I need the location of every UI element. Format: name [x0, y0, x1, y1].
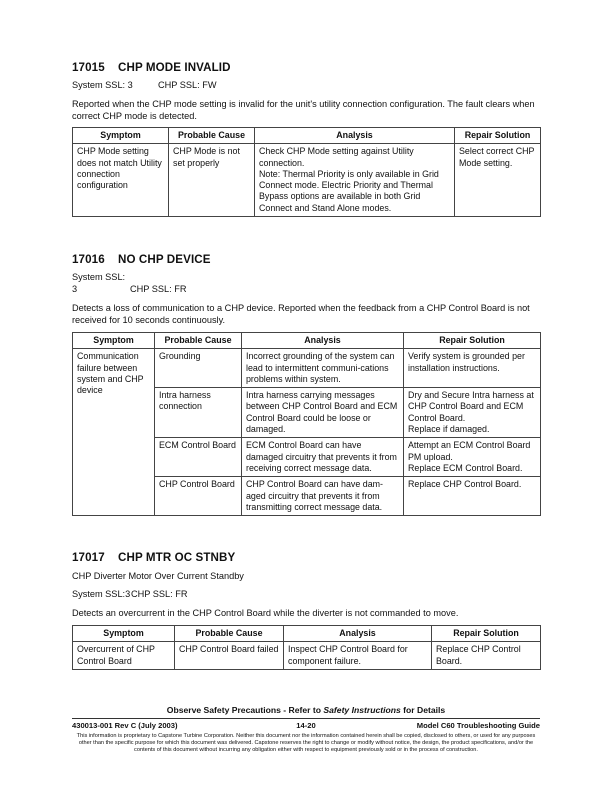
cell-probable-cause: Intra harness connection: [155, 388, 242, 438]
cell-probable-cause: CHP Control Board failed: [175, 642, 284, 670]
header-repair-solution: Repair Solution: [455, 128, 541, 144]
fault-table: [72, 625, 541, 670]
fault-subtitle: CHP Diverter Motor Over Current Standby: [72, 571, 244, 581]
table-row: [73, 642, 541, 670]
safety-suffix: for Details: [400, 705, 446, 715]
header-analysis: Analysis: [284, 626, 432, 642]
cell-repair-solution: Select correct CHP Mode setting.: [455, 144, 541, 217]
chp-ssl: CHP SSL: FR: [131, 589, 188, 599]
fault-name: CHP MODE INVALID: [118, 61, 231, 74]
cell-repair-solution: Dry and Secure Intra harness at CHP Control Board and ECM Control Board. Replace if damaged.: [404, 388, 541, 438]
fault-table: [72, 127, 541, 217]
header-symptom: Symptom: [73, 128, 169, 144]
ssl-line: [72, 588, 540, 600]
cell-repair-solution: Verify system is grounded per installation instructions.: [404, 349, 541, 388]
header-analysis: Analysis: [242, 333, 404, 349]
cell-analysis: Check CHP Mode setting against Utility connection. Note: Thermal Priority is only available in Grid Connect mode. Electric Priority and Thermal Bypass options are available in both Grid Connect and Stand Alone modes.: [255, 144, 455, 217]
table-row: [73, 144, 541, 217]
table-row: [73, 349, 541, 388]
ssl-line: [72, 79, 540, 91]
cell-repair-solution: Replace CHP Control Board.: [432, 642, 541, 670]
fault-code: 17016: [72, 253, 105, 266]
section-title: [72, 61, 540, 74]
footer-divider: [72, 718, 540, 719]
section-17015: [72, 61, 540, 217]
section-17016: [72, 253, 540, 516]
safety-prefix: Observe Safety Precautions - Refer to: [166, 705, 324, 715]
cell-symptom: CHP Mode setting does not match Utility connection configuration: [73, 144, 169, 217]
cell-repair-solution: Attempt an ECM Control Board PM upload. Replace ECM Control Board.: [404, 438, 541, 477]
cell-probable-cause: CHP Mode is not set properly: [169, 144, 255, 217]
doc-number: 430013-001 Rev C (July 2003): [72, 721, 178, 730]
header-probable-cause: Probable Cause: [155, 333, 242, 349]
cell-probable-cause: ECM Control Board: [155, 438, 242, 477]
section-title: [72, 253, 540, 266]
chp-ssl: CHP SSL: FR: [130, 284, 187, 294]
header-probable-cause: Probable Cause: [175, 626, 284, 642]
fault-name: CHP MTR OC STNBY: [118, 551, 236, 564]
table-header-row: [73, 128, 541, 144]
section-title: [72, 551, 540, 564]
cell-symptom: Overcurrent of CHP Control Board: [73, 642, 175, 670]
table-header-row: [73, 626, 541, 642]
cell-analysis: Intra harness carrying messages between CHP Control Board and ECM Control Board could be loose or damaged.: [242, 388, 404, 438]
cell-symptom: Communication failure between system and CHP device: [73, 349, 155, 516]
cell-analysis: Inspect CHP Control Board for component failure.: [284, 642, 432, 670]
system-ssl: System SSL:3: [72, 589, 131, 599]
header-repair-solution: Repair Solution: [404, 333, 541, 349]
system-ssl: System SSL: 3: [72, 272, 126, 294]
fault-description: Detects a loss of communication to a CHP device. Reported when the feedback from a CHP Control Board is not received for 10 seconds continuously.: [72, 303, 530, 325]
legal-notice: This information is proprietary to Capstone Turbine Corporation. Neither this document nor the information contained herein shall be copied, disclosed to others, or used for any purposes other than the specific purpose for which this document was delivered. Capstone reserves the right to change or modify without notice, the design, the product specifications, and/or the contents of this document without incurring any obligation either with respect to equipment previously sold or in the process of construction.: [76, 733, 536, 754]
system-ssl: System SSL: 3: [72, 80, 133, 90]
cell-analysis: Incorrect grounding of the system can lead to intermittent communi-cations problems within system.: [242, 349, 404, 388]
page-number: 14-20: [296, 721, 316, 730]
header-symptom: Symptom: [73, 626, 175, 642]
chp-ssl: CHP SSL: FW: [158, 80, 217, 90]
header-repair-solution: Repair Solution: [432, 626, 541, 642]
header-symptom: Symptom: [73, 333, 155, 349]
fault-name: NO CHP DEVICE: [118, 253, 211, 266]
fault-code: 17017: [72, 551, 105, 564]
ssl-line: [72, 271, 540, 295]
header-probable-cause: Probable Cause: [169, 128, 255, 144]
cell-analysis: CHP Control Board can have dam-aged circuitry that prevents it from transmitting correct message data.: [242, 477, 404, 516]
section-17017: [72, 551, 540, 670]
cell-probable-cause: CHP Control Board: [155, 477, 242, 516]
cell-analysis: ECM Control Board can have damaged circuitry that prevents it from receiving correct message data.: [242, 438, 404, 477]
guide-title: Model C60 Troubleshooting Guide: [416, 721, 540, 730]
fault-code: 17015: [72, 61, 105, 74]
fault-table: [72, 332, 541, 516]
header-analysis: Analysis: [255, 128, 455, 144]
fault-description: Reported when the CHP mode setting is invalid for the unit's utility connection configuration. The fault clears when correct CHP mode is detected.: [72, 99, 535, 121]
table-header-row: [73, 333, 541, 349]
cell-probable-cause: Grounding: [155, 349, 242, 388]
safety-instructions-ref: Safety Instructions: [323, 705, 401, 715]
fault-description: Detects an overcurrent in the CHP Control Board while the diverter is not commanded to move.: [72, 608, 459, 618]
safety-notice: [72, 705, 540, 715]
cell-repair-solution: Replace CHP Control Board.: [404, 477, 541, 516]
